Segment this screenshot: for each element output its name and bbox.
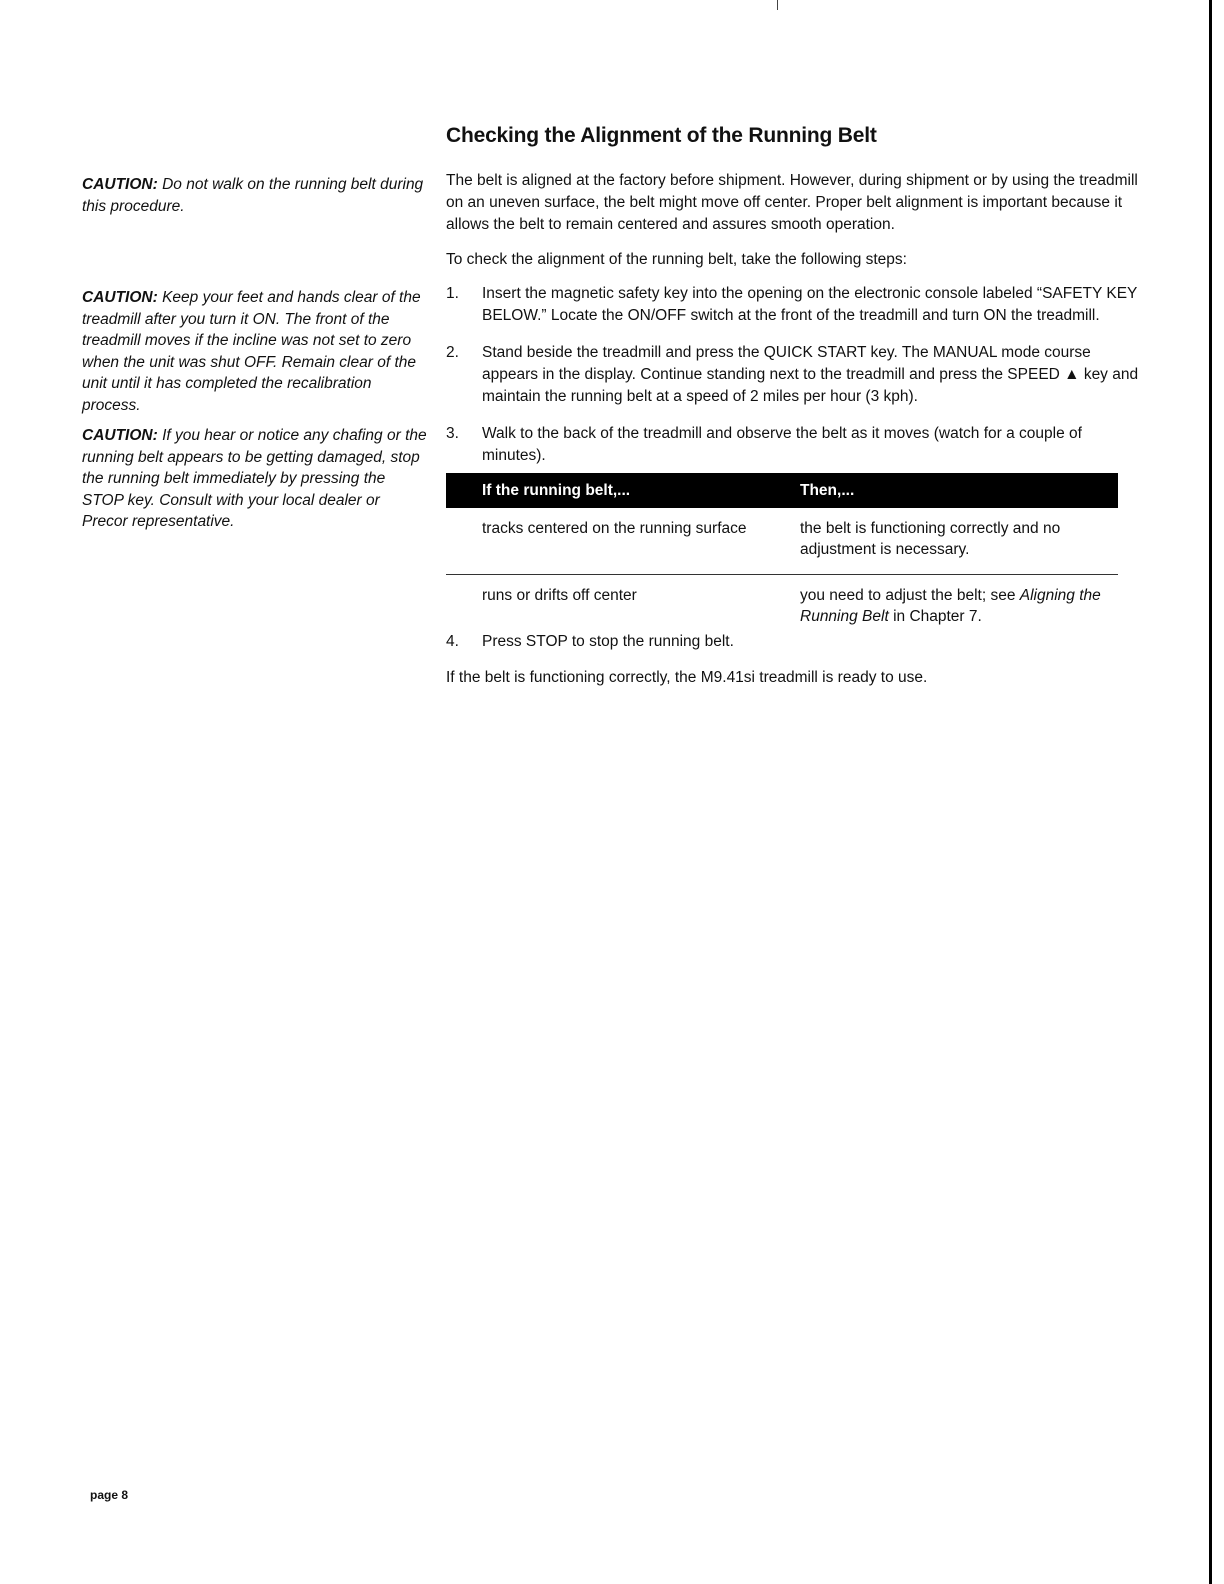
step-1 [446, 283, 1146, 327]
caution-text: If you hear or notice any chafing or the running belt appears to be getting damaged, stop the running belt immediately by pressing the STOP key. Consult with your local dealer or Precor representative. [82, 427, 427, 530]
caution-text: Keep your feet and hands clear of the treadmill after you turn it ON. The front of the treadmill moves if the incline was not set to zero when the unit was shut OFF. Remain clear of the unit until it has completed the recalibration process. [82, 289, 421, 414]
step-number: 3. [446, 425, 459, 442]
scan-mark [777, 0, 778, 10]
step-text: Stand beside the treadmill and press the QUICK START key. The MANUAL mode course appears in the display. Continue standing next to the treadmill and press the SPEED ▲ key and maintain the running belt at a speed of 2 miles per hour (3 kph). [482, 344, 1139, 405]
step-number: 1. [446, 285, 459, 302]
belt-alignment-table [446, 473, 1118, 641]
step-number: 2. [446, 344, 459, 361]
action-prefix: you need to adjust the belt; see [800, 587, 1020, 604]
step-text: Insert the magnetic safety key into the opening on the electronic console labeled “SAFETY KEY BELOW.” Locate the ON/OFF switch at the front of the treadmill and turn ON the treadmill. [482, 285, 1138, 324]
intro-paragraph: The belt is aligned at the factory before shipment. However, during shipment or by using the treadmill on an uneven surface, the belt might move off center. Proper belt alignment is important because it allows the belt to remain centered and assures smooth operation. [446, 172, 1138, 233]
step-text: Walk to the back of the treadmill and observe the belt as it moves (watch for a couple of minutes). [482, 425, 1082, 464]
table-cell-condition: runs or drifts off center [482, 587, 637, 604]
table-row [446, 508, 1118, 575]
closing-paragraph: If the belt is functioning correctly, the M9.41si treadmill is ready to use. [446, 669, 928, 686]
action-suffix: in Chapter 7. [888, 608, 982, 625]
caution-text: Do not walk on the running belt during this procedure. [82, 176, 424, 215]
caution-label: CAUTION: [82, 289, 158, 306]
caution-label: CAUTION: [82, 176, 158, 193]
table-cell-action: the belt is functioning correctly and no adjustment is necessary. [792, 508, 1118, 575]
step-number: 4. [446, 633, 459, 650]
section-title: Checking the Alignment of the Running Belt [446, 124, 877, 147]
caution-label: CAUTION: [82, 427, 158, 444]
table-header-action: Then,... [792, 473, 1118, 508]
steps-intro: To check the alignment of the running belt, take the following steps: [446, 251, 907, 268]
caution-note-3 [82, 425, 427, 533]
table-header-row [446, 473, 1118, 508]
page-number: page 8 [90, 1488, 129, 1502]
chapter-reference: Aligning the Running Belt [800, 587, 1101, 625]
caution-note-2 [82, 287, 427, 416]
step-4 [446, 631, 1146, 653]
table-cell-condition: tracks centered on the running surface [446, 508, 792, 575]
step-3 [446, 423, 1146, 467]
step-2 [446, 342, 1146, 408]
table-header-condition: If the running belt,... [446, 473, 792, 508]
caution-note-1 [82, 174, 427, 217]
scan-edge-line [1209, 0, 1212, 1584]
step-text: Press STOP to stop the running belt. [482, 633, 734, 650]
